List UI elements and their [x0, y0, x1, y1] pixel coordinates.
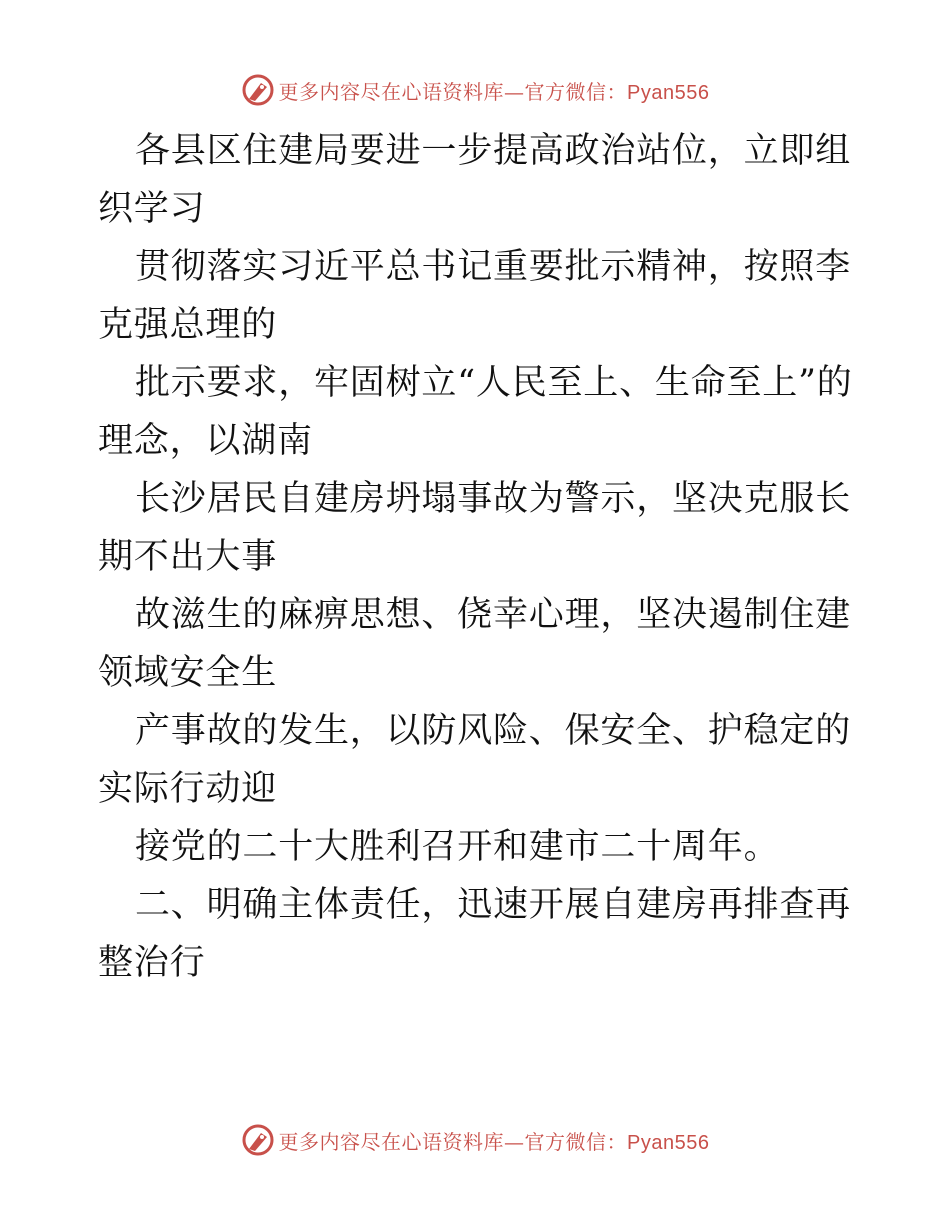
banner-text: 更多内容尽在心语资料库—官方微信：Pyan556 — [278, 79, 710, 104]
paragraph: 产事故的发生，以防风险、保安全、护稳定的实际行动迎 — [98, 711, 852, 809]
paragraph: 长沙居民自建房坍塌事故为警示，坚决克服长期不出大事 — [98, 479, 852, 577]
header-banner — [0, 70, 950, 110]
banner-text: 更多内容尽在心语资料库—官方微信：Pyan556 — [278, 1129, 710, 1154]
paragraph: 批示要求，牢固树立“人民至上、生命至上”的理念，以湖南 — [98, 363, 853, 461]
paragraph: 故滋生的麻痹思想、侥幸心理，坚决遏制住建领域安全生 — [98, 595, 852, 693]
paragraph: 二、明确主体责任，迅速开展自建房再排查再整治行 — [98, 885, 852, 983]
pen-nib-logo-icon — [241, 73, 275, 107]
paragraph: 接党的二十大胜利召开和建市二十周年。 — [135, 827, 780, 867]
pen-nib-logo-icon — [241, 1123, 275, 1157]
paragraph: 贯彻落实习近平总书记重要批示精神，按照李克强总理的 — [98, 247, 852, 345]
footer-banner — [0, 1120, 950, 1160]
paragraph: 各县区住建局要进一步提高政治站位，立即组织学习 — [98, 131, 852, 229]
document-body — [98, 122, 858, 992]
